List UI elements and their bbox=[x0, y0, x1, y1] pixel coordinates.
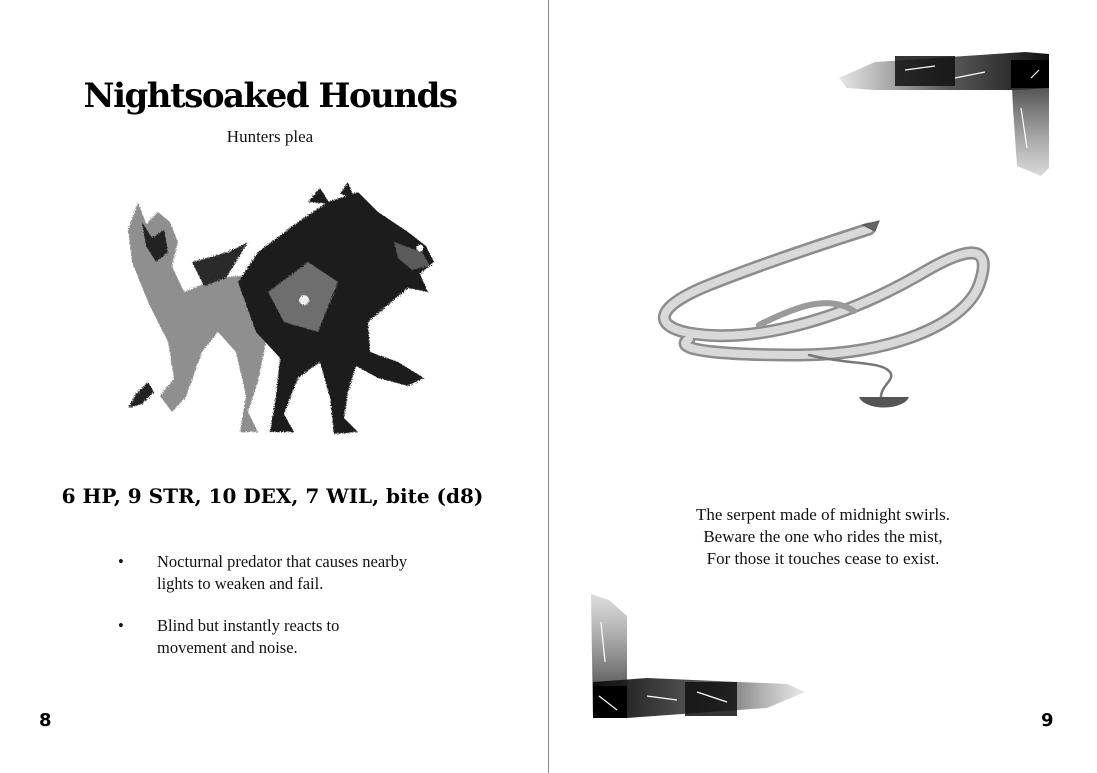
bullet-icon: • bbox=[118, 616, 124, 635]
trait-text: Blind but instantly reacts to movement and noise. bbox=[157, 616, 340, 657]
page-title: Nightsoaked Hounds bbox=[83, 76, 457, 116]
serpent-swirl-illustration bbox=[649, 215, 999, 415]
trait-text: Nocturnal predator that causes nearby lights to weaken and fail. bbox=[157, 552, 408, 593]
page-number: 9 bbox=[1041, 710, 1054, 731]
hounds-illustration bbox=[108, 182, 454, 444]
verse-line: For those it touches cease to exist. bbox=[706, 549, 940, 568]
page-number: 8 bbox=[39, 710, 52, 731]
verse-line: The serpent made of midnight swirls. bbox=[695, 505, 950, 524]
verse-line: Beware the one who rides the mist, bbox=[703, 527, 943, 546]
ink-corner-top-right-icon bbox=[835, 48, 1057, 178]
stat-block: 6 HP, 9 STR, 10 DEX, 7 WIL, bite (d8) bbox=[61, 484, 484, 508]
list-item bbox=[118, 615, 408, 659]
verse-block bbox=[549, 504, 1097, 570]
page-subtitle: Hunters plea bbox=[226, 127, 314, 146]
ink-corner-bottom-left-icon bbox=[587, 592, 809, 722]
left-page bbox=[0, 0, 548, 773]
right-page bbox=[549, 0, 1097, 773]
trait-list bbox=[118, 551, 408, 679]
bullet-icon: • bbox=[118, 552, 124, 571]
list-item bbox=[118, 551, 408, 595]
